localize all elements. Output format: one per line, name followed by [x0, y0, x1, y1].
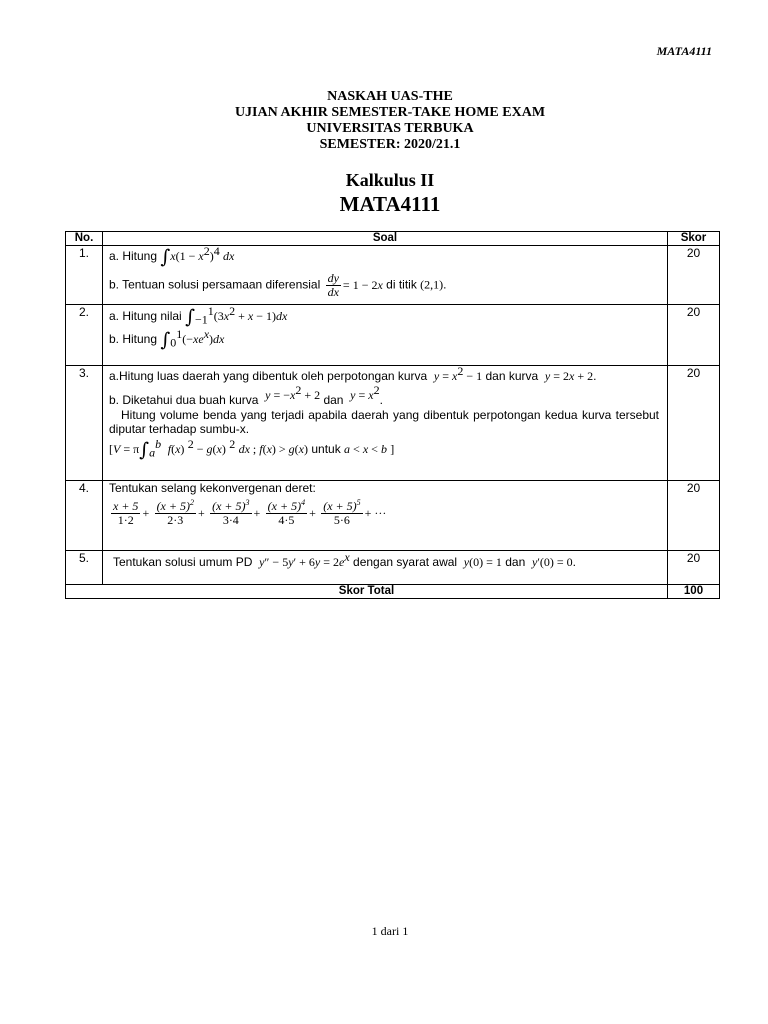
math-expression: (2,1) — [420, 277, 444, 292]
question-score: 20 — [668, 551, 720, 585]
question-part — [109, 500, 667, 527]
total-row — [66, 585, 720, 599]
total-label: Skor Total — [66, 585, 668, 599]
punctuation: . — [379, 393, 383, 407]
question-score: 20 — [668, 305, 720, 366]
table-row — [66, 305, 720, 366]
question-part — [109, 383, 667, 408]
math-render: y(0) = 1 — [463, 555, 502, 569]
punctuation: . — [572, 555, 577, 569]
part-suffix: dan kurva — [485, 369, 539, 383]
math-render: $\int_0^1(-xe^x)dx$ — [160, 327, 225, 351]
question-number: 1. — [66, 246, 103, 305]
question-part — [109, 272, 667, 299]
part-suffix: di titik — [386, 277, 417, 292]
course-code-header: MATA4111 — [656, 44, 712, 58]
heading-line: NASKAH UAS-THE — [327, 89, 453, 104]
column-header-soal: Soal — [103, 232, 668, 246]
question-part — [109, 437, 667, 461]
series-render: $\frac{x + 5}{1\cdot 2}$ + $\frac{(x + 5)^2}{2\cdot 3}$ + $\frac{(x + 5)^3}{3\cdot 4}$ + $\frac{(x + 5)^4}{4\cdot 5}$ + $\frac{(x + 5)^5}{5\cdot 6}$ + ··· — [113, 498, 387, 527]
question-text — [103, 305, 668, 366]
part-mid: dan — [505, 555, 526, 569]
part-label: a.Hitung luas daerah yang dibentuk oleh perpotongan kurva — [109, 369, 428, 383]
question-text — [103, 366, 668, 481]
question-part — [109, 408, 667, 436]
math-render: $\int_{-1}^1(3x^2 + x - 1)dx$ — [185, 304, 288, 328]
math-render: $y = x^2$ — [350, 383, 380, 402]
part-suffix: dengan syarat awal — [353, 555, 458, 569]
page-number: 1 dari 1 — [371, 924, 409, 938]
math-render: $\int x(1 - x^2)^4$ dx — [160, 244, 235, 268]
part-label: b. Diketahui dua buah kurva — [109, 393, 259, 407]
part-text: Hitung volume benda yang terjadi apabila daerah yang dibentuk perpotongan kedua kurva tersebut diputar terhadap sumbu-x. — [109, 408, 659, 436]
question-part — [109, 550, 667, 570]
question-part — [109, 327, 667, 351]
part-label: Tentukan solusi umum PD — [113, 555, 253, 569]
math-render: $y = -x^2 + 2$ — [265, 383, 321, 402]
part-suffix: dan — [323, 393, 344, 407]
course-code-title: MATA4111 — [339, 192, 441, 216]
heading-line: UJIAN AKHIR SEMESTER-TAKE HOME EXAM — [234, 105, 546, 120]
math-render: a < x < b — [344, 442, 387, 456]
question-text — [103, 481, 668, 551]
part-label: Tentukan selang kekonvergenan deret: — [109, 481, 316, 495]
question-score: 20 — [668, 246, 720, 305]
table-row — [66, 481, 720, 551]
math-render: $y'' - 5y' + 6y = 2e^x$ — [259, 550, 350, 569]
punctuation: . — [443, 277, 447, 292]
question-part — [109, 364, 667, 384]
total-score: 100 — [668, 585, 720, 599]
heading-line: SEMESTER: 2020/21.1 — [319, 137, 461, 152]
exam-heading — [0, 89, 768, 153]
part-label: b. Hitung — [109, 332, 158, 346]
math-render: y′(0) = 0 — [531, 555, 573, 569]
question-number: 3. — [66, 366, 103, 481]
part-label: a. Hitung nilai — [109, 309, 182, 323]
punctuation: ] — [390, 442, 395, 456]
heading-line: UNIVERSITAS TERBUKA — [306, 121, 474, 136]
table-header-row — [66, 232, 720, 246]
question-score: 20 — [668, 366, 720, 481]
question-number: 5. — [66, 551, 103, 585]
exam-table — [65, 231, 720, 599]
column-header-skor: Skor — [668, 232, 720, 246]
question-text — [103, 551, 668, 585]
question-score: 20 — [668, 481, 720, 551]
question-number: 2. — [66, 305, 103, 366]
table-row — [66, 551, 720, 585]
table-row — [66, 246, 720, 305]
question-part — [109, 304, 667, 328]
math-render: $y = x^2 - 1$ — [433, 364, 483, 383]
part-mid: untuk — [311, 442, 341, 456]
column-header-no: No. — [66, 232, 103, 246]
math-render: [$V = \pi\int_a^b$ f(x) $^2$ − g(x) $^2$ dx ; f(x) > g(x) — [109, 437, 308, 461]
punctuation: . — [593, 369, 597, 383]
question-part — [109, 244, 667, 268]
math-render: y = 2x + 2 — [544, 369, 594, 383]
part-label: a. Hitung — [109, 249, 158, 263]
question-number: 4. — [66, 481, 103, 551]
question-part — [109, 481, 667, 495]
course-name: Kalkulus II — [345, 170, 435, 190]
math-render: $\frac{dy}{dx}$ = 1 − 2x — [327, 271, 383, 299]
part-label: b. Tentuan solusi persamaan diferensial — [109, 277, 321, 292]
table-row — [66, 366, 720, 481]
question-text — [103, 246, 668, 305]
